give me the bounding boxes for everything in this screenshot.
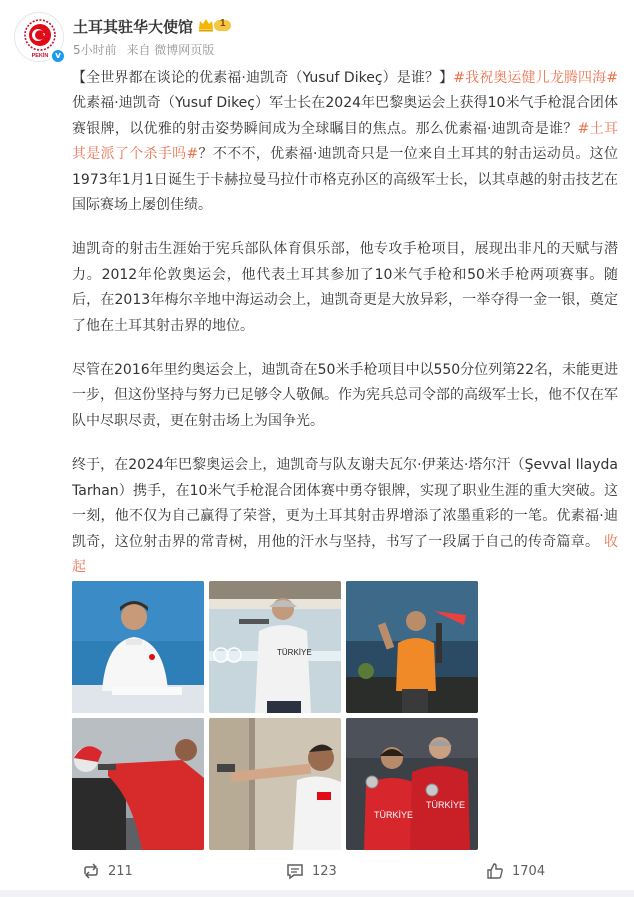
divider: [0, 890, 634, 897]
post-body: [72, 66, 618, 599]
shooting-red-jacket-image: [72, 718, 204, 850]
comment-button[interactable]: [286, 858, 337, 884]
photo-3[interactable]: [346, 581, 478, 713]
post-source: 来自 微博网页版: [126, 43, 215, 57]
orange-shirt-image: [346, 581, 478, 713]
post-time[interactable]: 5小时前: [73, 43, 117, 57]
post-paragraph: [72, 66, 618, 218]
crown-icon: [198, 17, 232, 33]
photo-grid: [72, 581, 482, 851]
author-name[interactable]: 土耳其驻华大使馆: [73, 18, 194, 36]
post-paragraph: [72, 237, 618, 339]
like-count: 1704: [512, 863, 546, 879]
aiming-closeup-image: [209, 718, 341, 850]
verified-badge-icon: v: [50, 48, 66, 64]
member-rank-badge[interactable]: [198, 17, 232, 33]
rank-level: 1: [220, 18, 226, 29]
avatar-caption: PEKİN: [31, 53, 49, 59]
post-text: 优素福·迪凯奇（Yusuf Dikeç）军士长在2024年巴黎奥运会上获得10米气手枪混合团体赛银牌，以优雅的射击姿势瞬间成为全球瞩目的焦点。那么优素福·迪凯奇是谁？: [72, 95, 618, 137]
hashtag-link[interactable]: #我祝奥运健儿龙腾四海#: [453, 70, 618, 86]
medal-pair-image: [346, 718, 478, 850]
like-button[interactable]: [486, 858, 545, 884]
post-header: [0, 0, 634, 66]
post-text: 迪凯奇的射击生涯始于宪兵部队体育俱乐部，他专攻手枪项目，展现出非凡的天赋与潜力。2012年伦敦奥运会，他代表土耳其参加了10米气手枪和50米手枪两项赛事。随后，在2013年梅尔辛地中海运动会上，迪凯奇更是大放异彩，一举夺得一金一银，奠定了他在土耳其射击界的地位。: [72, 241, 618, 334]
photo-2[interactable]: [209, 581, 341, 713]
coach-portrait-image: [72, 581, 204, 713]
photo-1[interactable]: [72, 581, 204, 713]
svg-text:TÜRKİYE: TÜRKİYE: [277, 648, 312, 657]
photo-5[interactable]: [209, 718, 341, 850]
comment-icon: [286, 862, 304, 880]
svg-text:TÜRKİYE: TÜRKİYE: [374, 810, 414, 820]
svg-text:TÜRKİYE: TÜRKİYE: [426, 800, 466, 810]
repost-button[interactable]: [82, 858, 133, 884]
collapse-link[interactable]: 收起: [72, 533, 618, 575]
post-paragraph: [72, 358, 618, 434]
comment-count: 123: [312, 863, 337, 879]
thumbs-up-icon: [486, 862, 504, 880]
aiming-pistol-image: [209, 581, 341, 713]
repost-count: 211: [108, 863, 133, 879]
post-meta: [73, 41, 214, 58]
repost-icon: [82, 862, 100, 880]
post-text: ？不不不，优素福·迪凯奇只是一位来自土耳其的射击运动员。这位1973年1月1日诞生于卡赫拉曼马拉什市格克孙区的高级军士长，以其卓越的射击技艺在国际赛场上屡创佳绩。: [72, 146, 618, 214]
photo-6[interactable]: [346, 718, 478, 850]
photo-4[interactable]: [72, 718, 204, 850]
post-paragraph: [72, 453, 618, 580]
post-text: 尽管在2016年里约奥运会上，迪凯奇在50米手枪项目中以550分位列第22名，未能更进一步，但这份坚持与努力已足够令人敬佩。作为宪兵总司令部的高级军士长，他不仅在军队中尽职尽责，更在射击场上为国争光。: [72, 362, 618, 429]
hashtag-link[interactable]: #土耳其是派了个杀手吗#: [72, 120, 618, 163]
post-text: 终于，在2024年巴黎奥运会上，迪凯奇与队友谢夫瓦尔·伊莱达·塔尔汗（Şevval Ilayda Tarhan）携手，在10米气手枪混合团体赛中勇夺银牌，实现了职业生涯的重大突破。这一刻，他不仅为自己赢得了荣誉，更为土耳其射击界增添了浓墨重彩的一笔。优素福·迪凯奇，这位射击界的常青树，用他的汗水与坚持，书写了一段属于自己的传奇篇章。: [72, 457, 618, 550]
action-toolbar: [0, 852, 634, 890]
post-text: 【全世界都在谈论的优素福·迪凯奇（Yusuf Dikeç）是谁？】: [72, 70, 454, 86]
